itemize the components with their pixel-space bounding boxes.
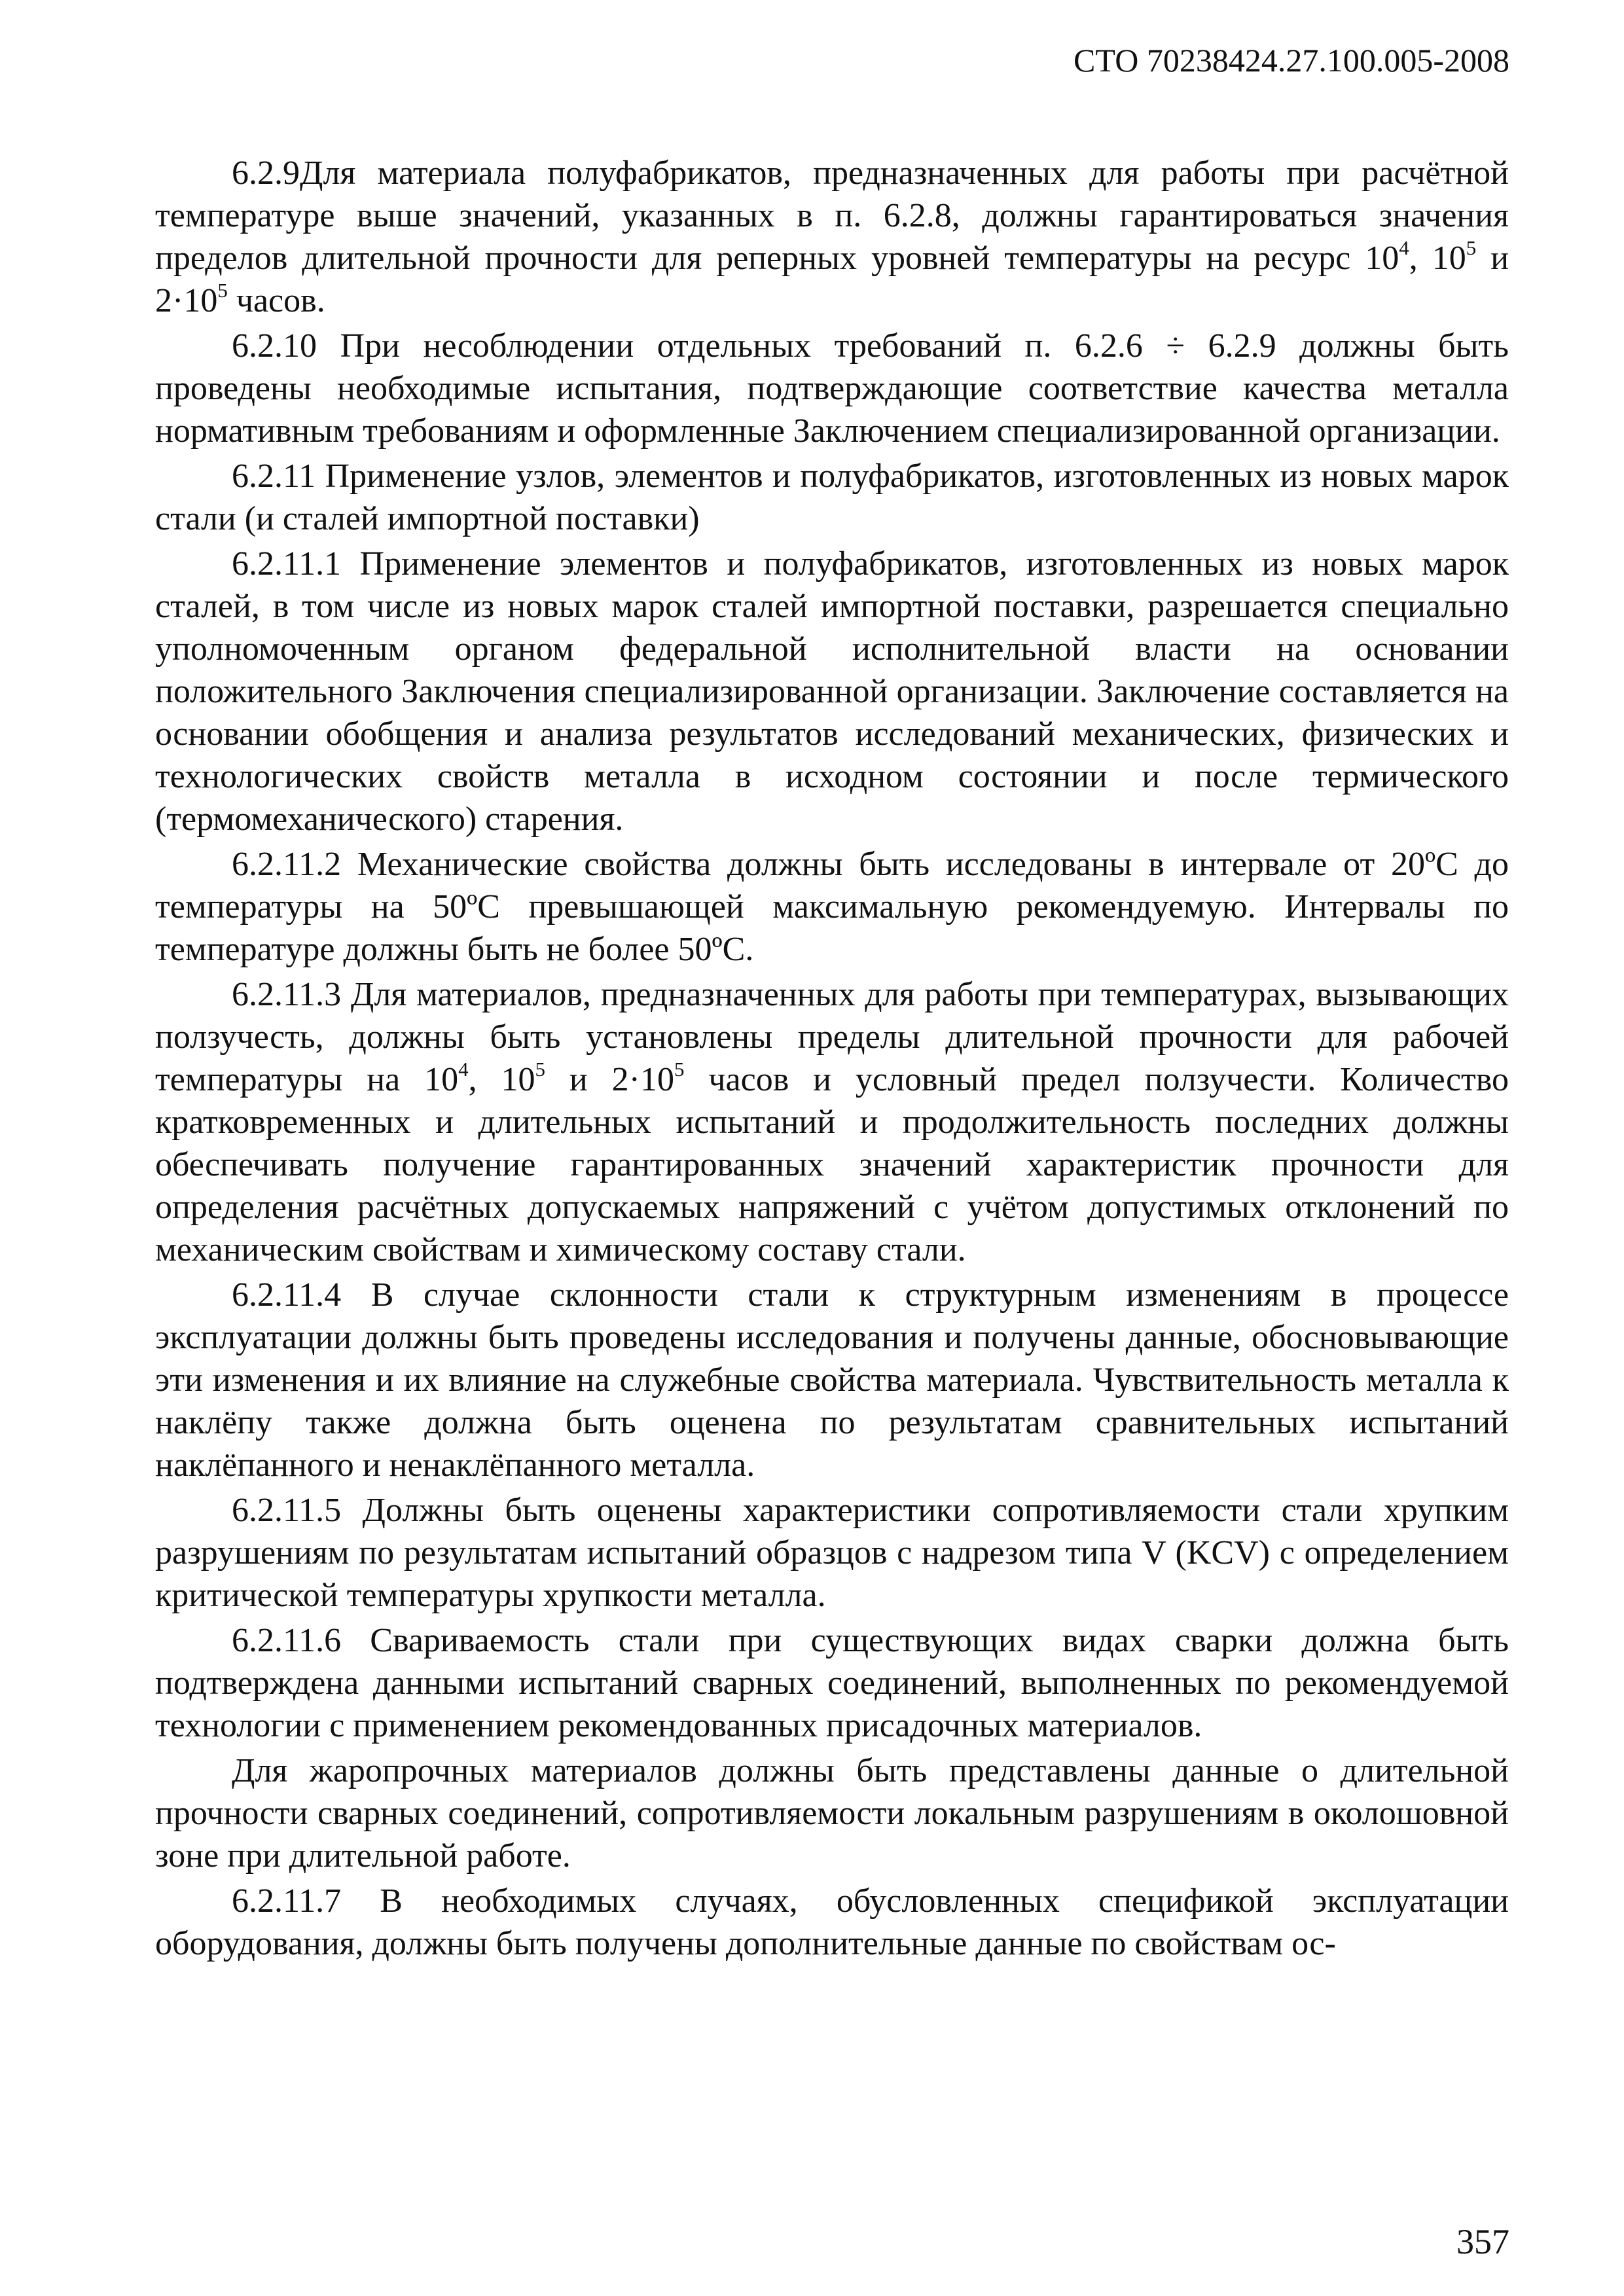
paragraph-6-2-11-3: 6.2.11.3 Для материалов, предназначенных для работы при температурах, вызывающих ползучесть, должны быть установлены пределы длительной прочности для рабочей температуры на $10^4$, $10^5$ и $2\cdot 10^5$ часов и условный предел ползучести. Количество кратковременных и длительных испытаний и продолжительность последних должны обеспечивать получение гарантированных значений характеристик прочности для определения расчётных допускаемых напряжений с учётом допустимых отклонений по механическим свойствам и химическому составу стали. [155, 976, 1509, 1268]
clause-number: 6.2.11.2 [232, 846, 342, 883]
clause-number: 6.2.9 [232, 154, 300, 192]
paragraph-6-2-11-1: 6.2.11.1 Применение элементов и полуфабрикатов, изготовленных из новых марок сталей, в том числе из новых марок сталей импортной поставки, разрешается специально уполномоченным органом федеральной исполнительной власти на основании положительного Заключения специализированной организации. Заключение составляется на основании обобщения и анализа результатов исследований механических, физических и технологических свойств металла в исходном состоянии и после термического (термомеханического) старения. [155, 545, 1509, 838]
paragraph-6-2-9: 6.2.9Для материала полуфабрикатов, предназначенных для работы при расчётной температуре выше значений, указанных в п. 6.2.8, должны гарантироваться значения пределов длительной прочности для реперных уровней температуры на ресурс $10^4$, $10^5$ и $2\cdot 10^5$ часов. [155, 154, 1509, 319]
exponent: 5 [674, 1058, 685, 1081]
paragraph-6-2-11-6: 6.2.11.6 Свариваемость стали при существующих видах сварки должна быть подтверждена данными испытаний сварных соединений, выполненных по рекомендуемой технологии с применением рекомендованных присадочных материалов. [155, 1622, 1509, 1744]
page-number: 357 [1456, 2222, 1509, 2261]
clause-number: 6.2.11.1 [232, 545, 342, 583]
clause-number: 6.2.11.5 [232, 1492, 342, 1529]
paragraph-6-2-11: 6.2.11 Применение узлов, элементов и полуфабрикатов, изготовленных из новых марок стали (и сталей импортной поставки) [155, 457, 1509, 537]
paragraph-6-2-11-7: 6.2.11.7 В необходимых случаях, обусловленных спецификой эксплуатации оборудования, должны быть получены дополнительные данные по свойствам ос- [155, 1882, 1509, 1962]
exponent: 5 [217, 279, 228, 302]
clause-number: 6.2.11.3 [232, 976, 342, 1013]
document-code-header: СТО 70238424.27.100.005-2008 [1074, 42, 1509, 79]
exponent: 4 [458, 1058, 469, 1081]
paragraph-6-2-10: 6.2.10 При несоблюдении отдельных требований п. 6.2.6 ÷ 6.2.9 должны быть проведены необходимые испытания, подтверждающие соответствие качества металла нормативным требованиям и оформленные Заключением специализированной организации. [155, 327, 1509, 450]
paragraph-6-2-11-2: 6.2.11.2 Механические свойства должны быть исследованы в интервале от 20ºС до температуры на 50ºС превышающей максимальную рекомендуемую. Интервалы по температуре должны быть не более 50ºС. [155, 846, 1509, 968]
exponent: 4 [1399, 236, 1409, 259]
clause-number: 6.2.11.4 [232, 1276, 342, 1314]
paragraph-6-2-11-5: 6.2.11.5 Должны быть оценены характеристики сопротивляемости стали хрупким разрушениям по результатам испытаний образцов с надрезом типа V (KCV) с определением критической температуры хрупкости металла. [155, 1492, 1509, 1614]
paragraph-6-2-11-4: 6.2.11.4 В случае склонности стали к структурным изменениям в процессе эксплуатации должны быть проведены исследования и получены данные, обосновывающие эти изменения и их влияние на служебные свойства материала. Чувствительность металла к наклёпу также должна быть оценена по результатам сравнительных испытаний наклёпанного и ненаклёпанного металла. [155, 1276, 1509, 1484]
exponent: 5 [1466, 236, 1477, 259]
clause-number: 6.2.11.6 [232, 1622, 342, 1659]
document-body [155, 152, 1509, 1967]
clause-number: 6.2.11 [232, 457, 316, 495]
clause-number: 6.2.10 [232, 327, 317, 365]
clause-number: 6.2.11.7 [232, 1882, 342, 1920]
exponent: 5 [535, 1058, 545, 1081]
paragraph-heat-resistant: Для жаропрочных материалов должны быть представлены данные о длительной прочности сварных соединений, сопротивляемости локальным разрушениям в околошовной зоне при длительной работе. [155, 1752, 1509, 1874]
